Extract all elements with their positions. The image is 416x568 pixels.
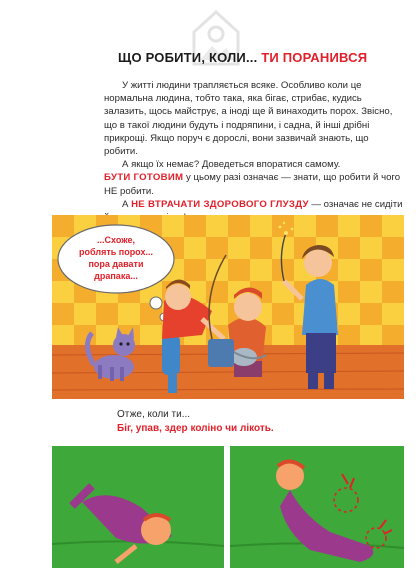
be-ready-phrase: БУТИ ГОТОВИМ	[104, 172, 184, 184]
falling-boy-panel-2	[230, 446, 404, 568]
panel-1-art	[52, 446, 224, 568]
bubble-line-3: пора давати	[88, 259, 144, 269]
paragraph-3-rest: у цьому разі означає — знати, що робити й чого НЕ робити.	[104, 172, 401, 197]
paragraph-1: У житті людини трапляється всяке. Особливо коли це нормальна людина, тобто така, яка бігає, стрибає, кудись залазить, щось майструє, а іноді ще й винаходить порох. Звісно, що в такої людини будуть і подряпини, і садна, й інші дрібні прикрощі. Якщо поруч є дорослі, вони зазвичай знають, що робити.	[104, 80, 393, 158]
falling-boy-panel-1	[52, 446, 224, 568]
panel-2-art	[230, 446, 404, 568]
paragraph-4-rest: — означає не сидіти	[311, 198, 403, 210]
section-highlight: Біг, упав, здер коліно чи лікоть.	[117, 423, 274, 434]
intro-text	[104, 79, 404, 224]
bubble-line-2: роблять порох...	[79, 247, 153, 257]
bubble-line-4: драпака...	[94, 271, 138, 281]
paragraph-3	[104, 171, 404, 197]
bubble-line-1: ...Схоже,	[97, 235, 135, 245]
title-lead: ЩО РОБИТИ, КОЛИ...	[118, 50, 258, 65]
common-sense-phrase: НЕ ВТРАЧАТИ ЗДОРОВОГО ГЛУЗДУ	[131, 198, 309, 210]
title-accent: ТИ ПОРАНИВСЯ	[261, 50, 368, 65]
paragraph-4-prefix: А	[122, 198, 132, 210]
page-title	[118, 50, 398, 65]
scene-art	[52, 215, 404, 399]
section-intro: Отже, коли ти...	[117, 409, 191, 420]
gunpowder-illustration	[52, 215, 404, 399]
paragraph-2: А якщо їх немає? Доведеться впоратися самому.	[122, 159, 341, 171]
